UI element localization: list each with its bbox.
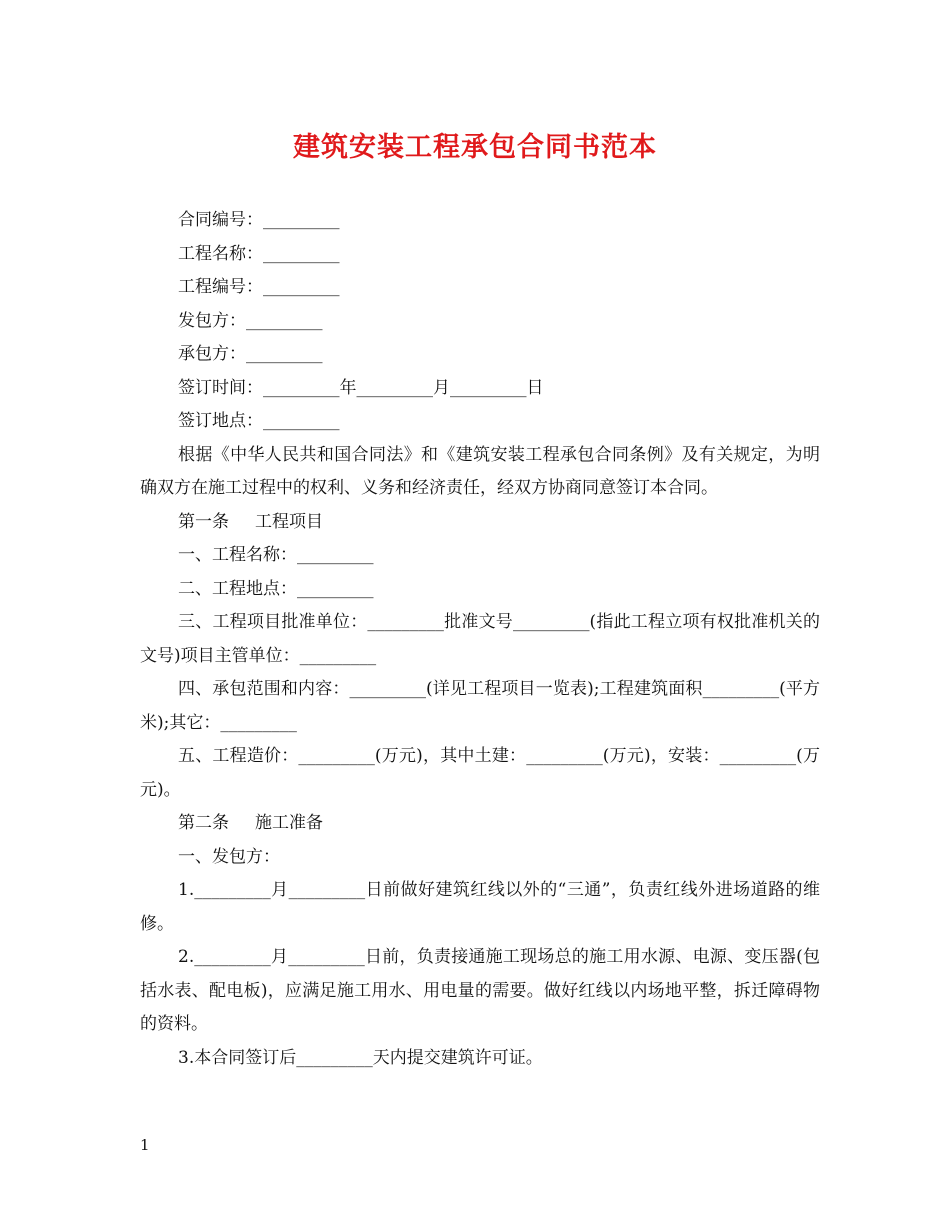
article-2-title: 施工准备 [255, 813, 323, 833]
article-1-item: 三、工程项目批准单位：_________批准文号_________(指此工程立项有权批准机关的文号)项目主管单位：_________ [140, 612, 820, 666]
article-1-heading [140, 506, 820, 540]
article-1-title: 工程项目 [255, 511, 323, 532]
article-1-item: 五、工程造价：_________(万元)，其中土建：_________(万元)，安装：_________(万元)。 [140, 746, 820, 800]
signing-date-field: 签订时间：_________年_________月_________日 [178, 377, 544, 398]
article-2-subheading: 一、发包方： [178, 846, 280, 867]
article-2-item: 3.本合同签订后_________天内提交建筑许可证。 [178, 1047, 543, 1068]
signing-place-field: 签订地点：_________ [178, 411, 340, 431]
preamble-paragraph: 根据《中华人民共和国合同法》和《建筑安装工程承包合同条例》及有关规定，为明确双方在施工过程中的权利、义务和经济责任，经双方协商同意签订本合同。 [140, 444, 820, 498]
document-body [140, 204, 820, 1075]
article-2-heading [140, 807, 820, 841]
employer-field: 发包方：_________ [178, 310, 323, 331]
article-2-item: 2._________月_________日前，负责接通施工现场总的施工用水源、电源、变压器(包括水表、配电板)，应满足施工用水、用电量的需要。做好红线以内场地平整，拆迁障碍物的资料。 [140, 947, 820, 1034]
project-number-field: 工程编号：_________ [178, 277, 340, 297]
page-number: 1 [140, 1136, 150, 1154]
article-1-item: 四、承包范围和内容：_________(详见工程项目一览表);工程建筑面积_________(平方米);其它：_________ [140, 679, 820, 733]
article-1-number: 第一条 [178, 511, 229, 532]
document-title: 建筑安装工程承包合同书范本 [293, 132, 657, 163]
project-name-field: 工程名称：_________ [178, 243, 340, 264]
article-1-item: 二、工程地点：_________ [178, 578, 374, 599]
article-2-number: 第二条 [178, 813, 229, 833]
article-2-item: 1._________月_________日前做好建筑红线以外的“三通”，负责红线外进场道路的维修。 [140, 880, 820, 934]
contractor-field: 承包方：_________ [178, 344, 323, 364]
contract-number-field: 合同编号：_________ [178, 210, 340, 230]
article-1-item: 一、工程名称：_________ [178, 545, 374, 565]
